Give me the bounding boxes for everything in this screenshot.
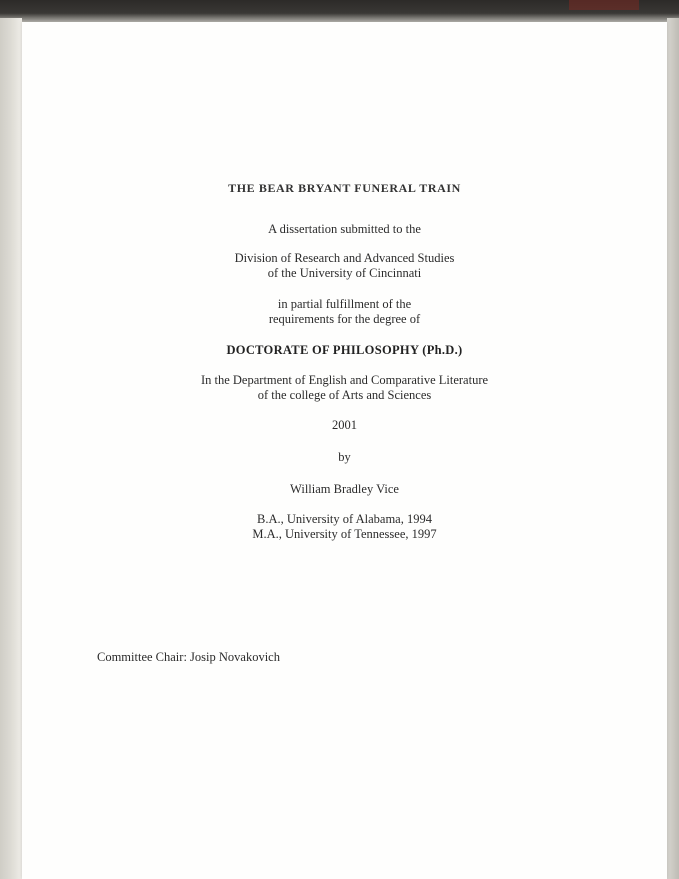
department-line-2: of the college of Arts and Sciences xyxy=(257,388,432,402)
title-page xyxy=(22,22,667,879)
fulfillment-line-2: requirements for the degree of xyxy=(268,312,421,326)
by-label: by xyxy=(338,450,351,464)
degree-title: DOCTORATE OF PHILOSOPHY (Ph.D.) xyxy=(226,343,463,357)
credential-ba: B.A., University of Alabama, 1994 xyxy=(257,512,432,526)
division-line-2: of the University of Cincinnati xyxy=(267,266,422,280)
credential-ma: M.A., University of Tennessee, 1997 xyxy=(252,527,437,541)
dissertation-title: THE BEAR BRYANT FUNERAL TRAIN xyxy=(228,181,461,195)
author-name: William Bradley Vice xyxy=(290,482,399,496)
year: 2001 xyxy=(332,418,357,432)
book-right-edge xyxy=(667,18,679,879)
book-top-edge xyxy=(0,0,679,24)
fulfillment-line-1: in partial fulfillment of the xyxy=(277,297,412,311)
book-binding-edge xyxy=(0,18,22,879)
division-line-1: Division of Research and Advanced Studies xyxy=(234,251,455,265)
committee-chair: Committee Chair: Josip Novakovich xyxy=(97,650,280,664)
submitted-statement: A dissertation submitted to the xyxy=(268,222,421,236)
department-line-1: In the Department of English and Comparative Literature xyxy=(200,373,489,387)
